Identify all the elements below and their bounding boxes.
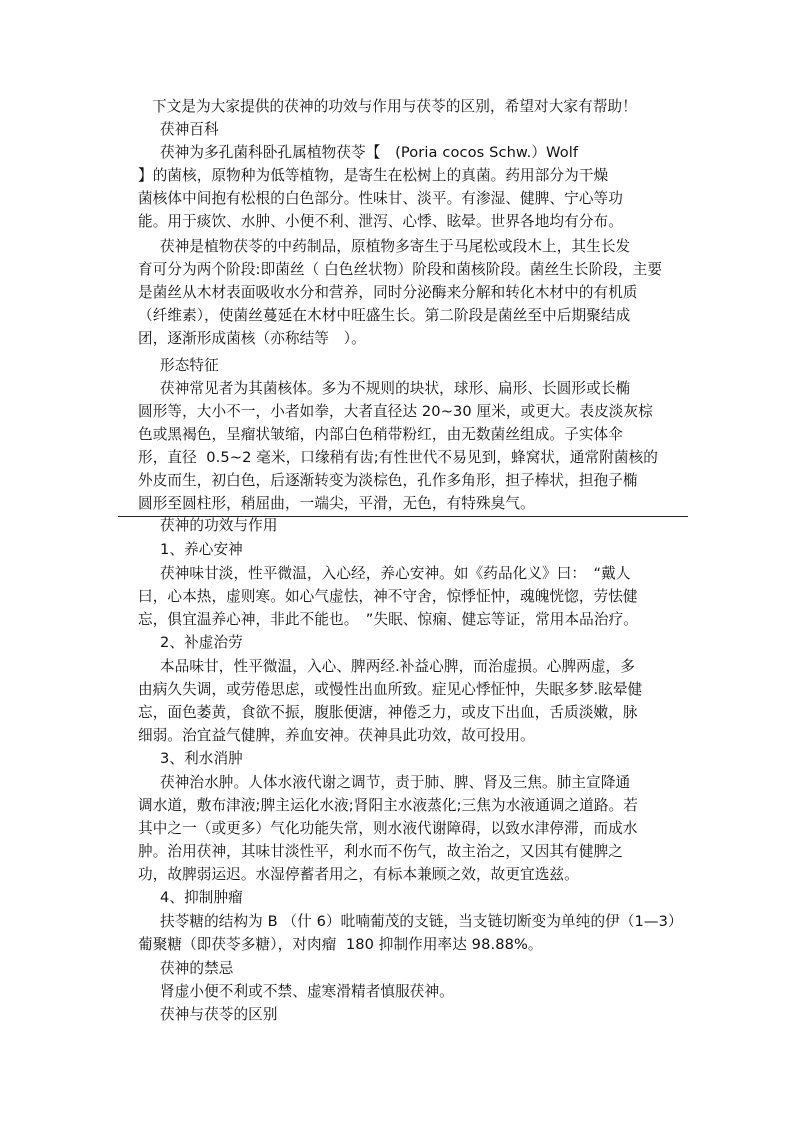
subheading-1: 1、养心安神 (160, 541, 243, 558)
para-line: 肾虚小便不利或不禁、虚寒滑精者慎服茯神。 (160, 983, 454, 1000)
subheading-3: 3、利水消肿 (160, 750, 243, 767)
para-line: 功，故脾弱运迟。水湿停蓄者用之，有标本兼顾之效，故更宜选兹。 (138, 866, 579, 883)
subheading-4: 4、抑制肿瘤 (160, 889, 243, 906)
para-line: 圆形至圆柱形，稍屈曲，一端尖，平滑，无色，有特殊臭气。 (138, 495, 535, 512)
para-line: 育可分为两个阶段:即菌丝（ 白色丝状物）阶段和菌核阶段。菌丝生长阶段，主要 (138, 261, 663, 278)
para-line: 是菌丝从木材表面吸收水分和营养，同时分泌酶来分解和转化木材中的有机质 (138, 284, 638, 301)
para-line: 扶苓糖的结构为 B （什 6）吡喃葡茂的支链，当支链切断变为单纯的伊（1—3） (160, 913, 683, 930)
para-line: 】的菌核，原物种为低等植物，是寄生在松树上的真菌。药用部分为干燥 (138, 167, 609, 184)
para-line: 茯神为多孔菌科卧孔属植物茯苓【 (Poria cocos Schw.）Wolf (160, 144, 579, 161)
para-line: 忘，俱宜温养心神，非此不能也。 ”失眠、惊痫、健忘等证，常用本品治疗。 (138, 611, 638, 628)
heading-gongxiao-zuoyong: 茯神的功效与作用 (160, 517, 278, 534)
heading-qubie: 茯神与茯苓的区别 (160, 1006, 278, 1023)
para-line: 曰，心本热，虚则寒。如心气虚怯，神不守舍，惊悸怔忡，魂魄恍惚，劳怯健 (138, 588, 638, 605)
heading-xingtai-tezheng: 形态特征 (160, 357, 219, 374)
intro-line: 下文是为大家提供的茯神的功效与作用与茯苓的区别，希望对大家有帮助！ (152, 98, 637, 115)
para-line: 形，直径 0.5~2 毫米，口缘稍有齿;有性世代不易见到，蜂窝状，通常附菌核的 (138, 449, 658, 466)
para-line: 能。用于痰饮、水肿、小便不利、泄泻、心悸、眩晕。世界各地均有分布。 (138, 213, 623, 230)
para-line: 茯神治水肿。人体水液代谢之调节，责于肺、脾、肾及三焦。肺主宣降通 (160, 774, 631, 791)
para-line: 茯神常见者为其菌核体。多为不规则的块状，球形、扁形、长圆形或长椭 (160, 380, 631, 397)
para-line: 葡聚糖（即茯苓多糖），对肉瘤 180 抑制作用率达 98.88%。 (138, 936, 543, 953)
para-line: 色或黑褐色，呈瘤状皱缩，内部白色稍带粉红，由无数菌丝组成。子实体伞 (138, 426, 623, 443)
para-line: 本品味甘，性平微温，入心、脾两经.补益心脾，而治虚损。心脾两虚，多 (160, 658, 635, 675)
para-line: 菌核体中间抱有松根的白色部分。性味甘、淡平。有渗湿、健脾、宁心等功 (138, 190, 623, 207)
para-line: 茯神是植物茯苓的中药制品，原植物多寄生于马尾松或段木上，其生长发 (160, 238, 631, 255)
subheading-2: 2、补虚治劳 (160, 634, 243, 651)
para-line: 外皮而生，初白色，后逐渐转变为淡棕色，孔作多角形，担子棒状，担孢子椭 (138, 472, 638, 489)
para-line: 细弱。治宜益气健脾，养血安神。茯神具此功效，故可投用。 (138, 727, 535, 744)
heading-fushen-baike: 茯神百科 (160, 121, 219, 138)
para-line: 肿。治用茯神，其味甘淡性平，利水而不伤气，故主治之，又因其有健脾之 (138, 843, 623, 860)
para-line: 茯神味甘淡，性平微温，入心经，养心安神。如《药品化义》曰： “戴人 (160, 565, 631, 582)
para-line: 调水道，敷布津液;脾主运化水液;肾阳主水液蒸化;三焦为水液通调之道路。若 (138, 797, 638, 814)
para-line: 圆形等，大小不一，小者如拳，大者直径达 20~30 厘米，或更大。表皮淡灰棕 (138, 403, 653, 420)
para-line: 忘，面色萎黄，食欲不振，腹胀便溏，神倦乏力，或皮下出血，舌质淡嫩，脉 (138, 704, 638, 721)
para-line: 其中之一（或更多）气化功能失常，则水液代谢障碍，以致水津停滞，而成水 (138, 820, 638, 837)
para-line: 团，逐渐形成菌核（亦称结等 ）。 (138, 330, 366, 347)
heading-jinji: 茯神的禁忌 (160, 960, 234, 977)
para-line: 由病久失调，或劳倦思虑，或慢性出血所致。症见心悸怔忡，失眠多梦.眩晕健 (138, 681, 643, 698)
para-line: （纤维素），使菌丝蔓延在木材中旺盛生长。第二阶段是菌丝至中后期聚结成 (138, 307, 631, 324)
